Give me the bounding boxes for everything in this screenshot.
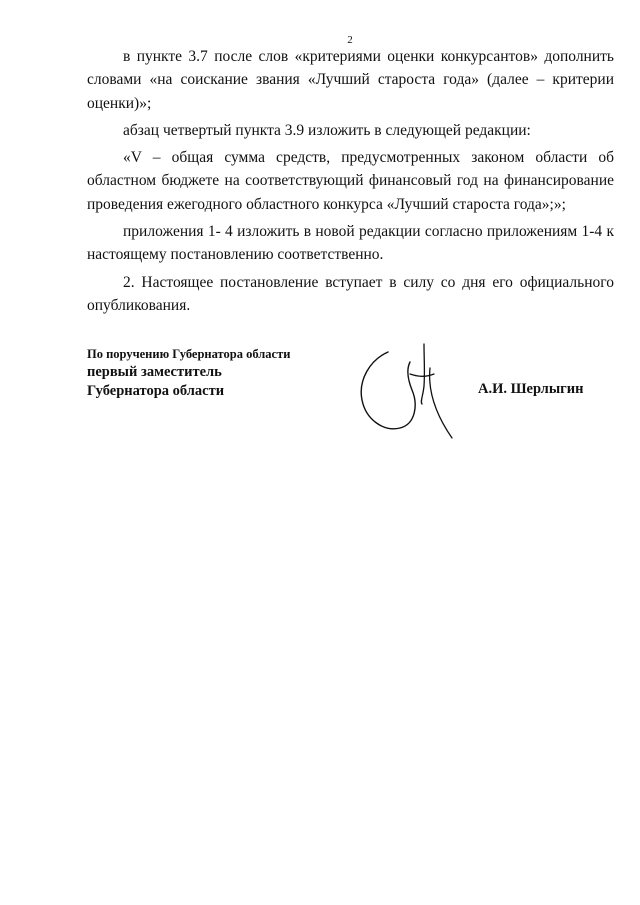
signer-position-line-1: первый заместитель <box>87 364 222 380</box>
paragraph-3: «V – общая сумма средств, предусмотренных законом области об областном бюджете на соответствующий финансовый год на финансирование проведения ежегодного областного конкурса «Лучший староста года»;»; <box>87 149 614 213</box>
paragraph-2: абзац четвертый пункта 3.9 изложить в следующей редакции: <box>123 121 531 139</box>
signature-tail-stroke <box>430 368 452 438</box>
signature-block <box>87 346 290 401</box>
document-body <box>87 45 614 321</box>
page-number: 2 <box>347 34 353 46</box>
signature-cross-stroke <box>410 374 434 376</box>
signature-loop-stroke <box>361 352 415 429</box>
paragraph-4: приложения 1- 4 изложить в новой редакции согласно приложениям 1-4 к настоящему постановлению соответственно. <box>87 223 614 264</box>
signer-name: А.И. Шерлыгин <box>478 381 584 397</box>
handwritten-signature <box>350 338 465 443</box>
signature-vertical-stroke <box>421 344 424 404</box>
paragraph-1: в пункте 3.7 после слов «критериями оценки конкурсантов» дополнить словами «на соискание звания «Лучший староста года» (далее – критерии оценки)»; <box>87 48 614 112</box>
signer-position-line-2: Губернатора области <box>87 383 225 399</box>
paragraph-5: 2. Настоящее постановление вступает в силу со дня его официального опубликования. <box>87 273 614 314</box>
signature-authority-line: По поручению Губернатора области <box>87 347 291 361</box>
